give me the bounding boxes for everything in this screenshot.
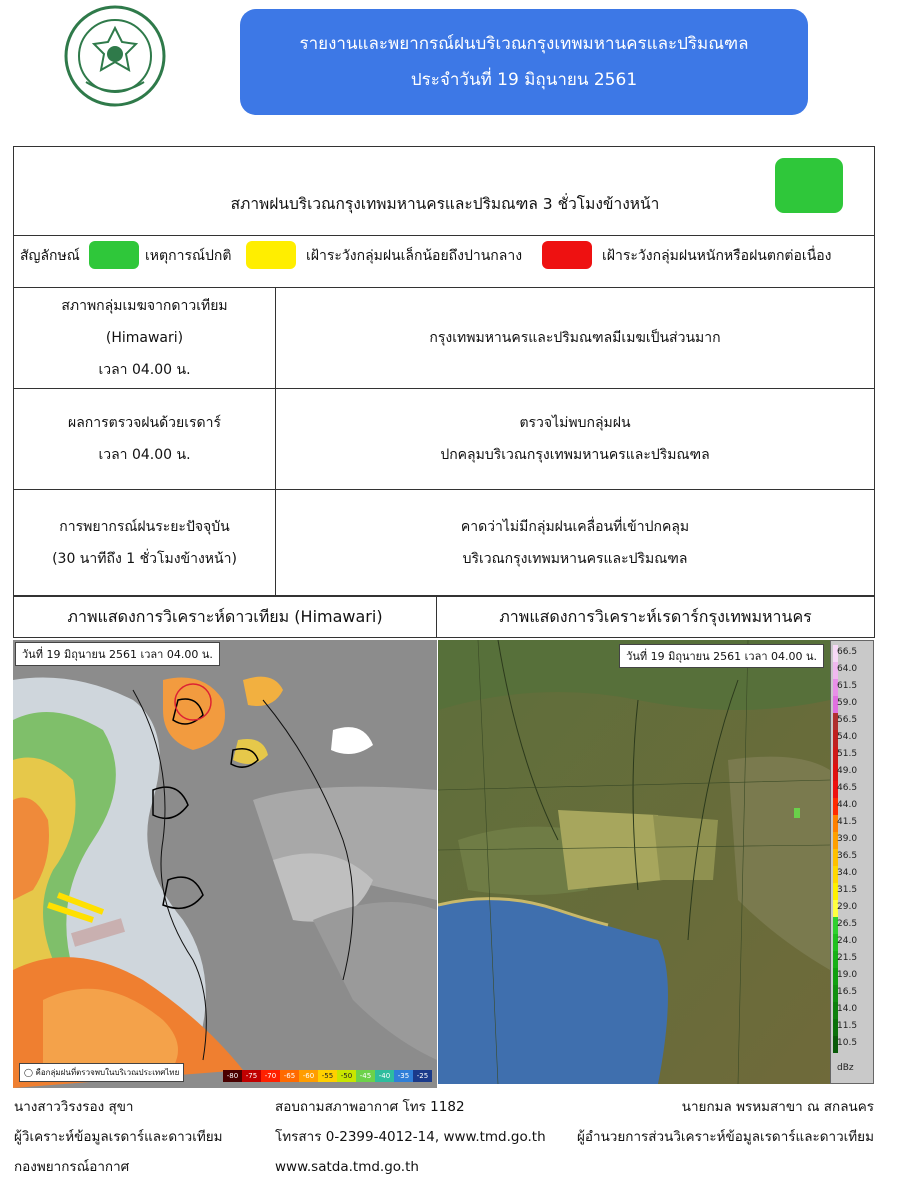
satellite-timestamp: วันที่ 19 มิถุนายน 2561 เวลา 04.00 น. bbox=[15, 642, 220, 666]
footer-line: สอบถามสภาพอากาศ โทร 1182 bbox=[275, 1099, 465, 1115]
rain-status-title: สภาพฝนบริเวณกรุงเทพมหานครและปริมณฑล 3 ชั่วโมงข้างหน้า bbox=[230, 195, 660, 213]
legend-row bbox=[13, 236, 875, 288]
footer-line: นางสาววิรงรอง สุขา bbox=[14, 1099, 134, 1115]
satellite-caption: ภาพแสดงการวิเคราะห์ดาวเทียม (Himawari) bbox=[14, 597, 437, 637]
footer-line: www.satda.tmd.go.th bbox=[275, 1159, 419, 1175]
scale-tick: 24.0 bbox=[837, 936, 858, 946]
satellite-image bbox=[13, 640, 437, 1088]
report-title-banner bbox=[240, 9, 808, 115]
scale-tick: 44.0 bbox=[837, 800, 858, 810]
scale-tick: 34.0 bbox=[837, 868, 858, 878]
temp-bar-cell: -70 bbox=[261, 1070, 280, 1082]
image-captions-row bbox=[13, 596, 875, 638]
temp-bar-cell: -40 bbox=[375, 1070, 394, 1082]
scale-tick: 26.5 bbox=[837, 919, 858, 929]
row-label-line: การพยากรณ์ฝนระยะปัจจุบัน bbox=[59, 518, 230, 535]
temp-bar-cell: -45 bbox=[356, 1070, 375, 1082]
scale-tick: 66.5 bbox=[837, 647, 858, 657]
legend-text-light-rain: เฝ้าระวังกลุ่มฝนเล็กน้อยถึงปานกลาง bbox=[306, 248, 523, 264]
radar-timestamp: วันที่ 19 มิถุนายน 2561 เวลา 04.00 น. bbox=[619, 644, 824, 668]
nowcast-row bbox=[13, 490, 875, 596]
temp-bar-cell: -65 bbox=[280, 1070, 299, 1082]
row-value-line: กรุงเทพมหานครและปริมณฑลมีเมฆเป็นส่วนมาก bbox=[429, 330, 721, 346]
temp-bar-cell: -25 bbox=[413, 1070, 432, 1082]
satellite-legend bbox=[19, 1063, 184, 1082]
cloud-top-temperature-bar bbox=[223, 1070, 432, 1082]
report-title: รายงานและพยากรณ์ฝนบริเวณกรุงเทพมหานครและปริมณฑล bbox=[299, 34, 749, 54]
row-value-line: ตรวจไม่พบกลุ่มฝน bbox=[519, 415, 631, 431]
scale-unit: dBz bbox=[837, 1063, 854, 1073]
temp-bar-cell: -35 bbox=[394, 1070, 413, 1082]
footer-line: ผู้อำนวยการส่วนวิเคราะห์ข้อมูลเรดาร์และดาวเทียม bbox=[576, 1129, 874, 1145]
scale-tick: 21.5 bbox=[837, 953, 858, 963]
legend-swatch-green bbox=[89, 241, 139, 269]
temp-bar-cell: -50 bbox=[337, 1070, 356, 1082]
radar-image bbox=[438, 640, 830, 1084]
scale-tick: 16.5 bbox=[837, 987, 858, 997]
scale-tick: 14.0 bbox=[837, 1004, 858, 1014]
footer-line: โทรสาร 0-2399-4012-14, www.tmd.go.th bbox=[275, 1129, 546, 1145]
footer-contact bbox=[275, 1092, 546, 1182]
temp-bar-cell: -60 bbox=[299, 1070, 318, 1082]
radar-rain-row bbox=[13, 389, 875, 490]
scale-tick: 31.5 bbox=[837, 885, 858, 895]
report-date: ประจำวันที่ 19 มิถุนายน 2561 bbox=[410, 70, 638, 90]
footer-analyst bbox=[14, 1092, 223, 1182]
row-value-line: คาดว่าไม่มีกลุ่มฝนเคลื่อนที่เข้าปกคลุม bbox=[460, 518, 690, 535]
satellite-legend-text: คือกลุ่มฝนที่ตรวจพบในบริเวณประเทศไทย bbox=[35, 1068, 180, 1077]
row-value-line: ปกคลุมบริเวณกรุงเทพมหานครและปริมณฑล bbox=[440, 447, 710, 463]
scale-tick: 49.0 bbox=[837, 766, 858, 776]
footer-director bbox=[577, 1092, 874, 1152]
row-label-line: สภาพกลุ่มเมฆจากดาวเทียม bbox=[61, 298, 228, 314]
rain-status-box bbox=[13, 146, 875, 236]
row-label-line: (30 นาทีถึง 1 ชั่วโมงข้างหน้า) bbox=[52, 550, 237, 567]
scale-tick: 39.0 bbox=[837, 834, 858, 844]
scale-tick: 19.0 bbox=[837, 970, 858, 980]
radar-caption: ภาพแสดงการวิเคราะห์เรดาร์กรุงเทพมหานคร bbox=[499, 606, 812, 626]
scale-tick: 61.5 bbox=[837, 681, 858, 691]
temp-bar-cell: -75 bbox=[242, 1070, 261, 1082]
temp-bar-cell: -80 bbox=[223, 1070, 242, 1082]
scale-tick: 56.5 bbox=[837, 715, 858, 725]
scale-tick: 64.0 bbox=[837, 664, 858, 674]
scale-tick: 54.0 bbox=[837, 732, 858, 742]
legend-swatch-red bbox=[542, 241, 592, 269]
scale-tick: 10.5 bbox=[837, 1038, 858, 1048]
row-label-line: (Himawari) bbox=[105, 330, 184, 346]
scale-tick: 36.5 bbox=[837, 851, 858, 861]
scale-tick: 41.5 bbox=[837, 817, 858, 827]
status-indicator-green bbox=[775, 158, 843, 213]
legend-text-normal: เหตุการณ์ปกติ bbox=[145, 248, 232, 264]
legend-swatch-yellow bbox=[246, 241, 296, 269]
satellite-cloud-row bbox=[13, 288, 875, 389]
row-value-line: บริเวณกรุงเทพมหานครและปริมณฑล bbox=[462, 550, 688, 567]
footer-line: กองพยากรณ์อากาศ bbox=[14, 1159, 130, 1175]
scale-tick: 59.0 bbox=[837, 698, 858, 708]
scale-tick: 29.0 bbox=[837, 902, 858, 912]
scale-tick: 11.5 bbox=[837, 1021, 858, 1031]
row-label-line: เวลา 04.00 น. bbox=[98, 362, 191, 378]
legend-text-heavy-rain: เฝ้าระวังกลุ่มฝนหนักหรือฝนตกต่อเนื่อง bbox=[602, 248, 832, 264]
footer-line: ผู้วิเคราะห์ข้อมูลเรดาร์และดาวเทียม bbox=[14, 1129, 223, 1145]
radar-dbz-scale bbox=[830, 640, 874, 1084]
rain-cluster-outline-icon: ◯ bbox=[24, 1068, 36, 1077]
scale-tick: 46.5 bbox=[837, 783, 858, 793]
row-label-line: ผลการตรวจฝนด้วยเรดาร์ bbox=[67, 415, 222, 431]
legend-label: สัญลักษณ์ bbox=[20, 248, 80, 264]
department-seal-icon bbox=[62, 4, 168, 108]
row-label-line: เวลา 04.00 น. bbox=[98, 447, 191, 463]
temp-bar-cell: -55 bbox=[318, 1070, 337, 1082]
footer-line: นายกมล พรหมสาขา ณ สกลนคร bbox=[681, 1099, 874, 1115]
scale-tick: 51.5 bbox=[837, 749, 858, 759]
